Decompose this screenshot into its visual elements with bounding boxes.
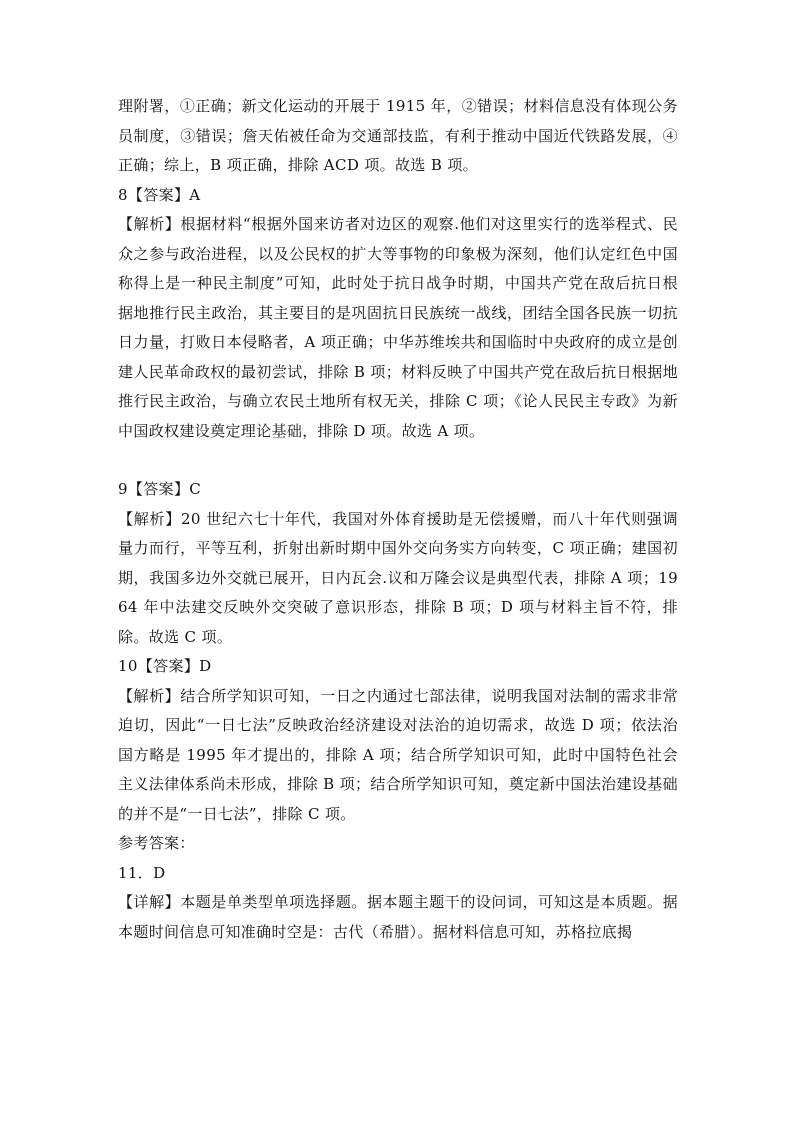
document-body (118, 92, 678, 947)
analysis-9: 【解析】20 世纪六七十年代，我国对外体育援助是无偿援赠，而八十年代则强调量力而行，平等互利，折射出新时期中国外交向务实方向转变，C 项正确；建国初期，我国多边外交就已展开，日内瓦会.议和万隆会议是典型代表，排除 A 项；1964 年中法建交反映外交突破了意识形态，排除 B 项；D 项与材料主旨不符，排除。故选 C 项。 (118, 509, 678, 646)
answer-10-heading: 10【答案】D (118, 657, 212, 675)
analysis-8: 【解析】根据材料“根据外国来访者对边区的观察.他们对这里实行的选举程式、民众之参与政治进程，以及公民权的扩大等事物的印象极为深刻，他们认定红色中国称得上是一种民主制度”可知，此时处于抗日战争时期，中国共产党在敌后抗日根据地推行民主政治，其主要目的是巩固抗日民族统一战线，团结全国各民族一切抗日力量，打败日本侵略者，A 项正确；中华苏维埃共和国临时中央政府的成立是创建人民革命政权的最初尝试，排除 B 项；材料反映了中国共产党在敌后抗日根据地推行民主政治，与确立农民土地所有权无关，排除 C 项；《论人民民主专政》为新中国政权建设奠定理论基础，排除 D 项。故选 A 项。 (118, 215, 678, 440)
answer-8-heading: 8【答案】A (118, 185, 201, 204)
reference-answers-heading: 参考答案： (118, 834, 195, 852)
explanation-11: 【详解】本题是单类型单项选择题。据本题主题干的设问词，可知这是本质题。据本题时间信息可知准确时空是：古代（希腊）。据材料信息可知，苏格拉底揭 (118, 893, 678, 941)
analysis-10: 【解析】结合所学知识可知，一日之内通过七部法律，说明我国对法制的需求非常迫切，因此“一日七法”反映政治经济建设对法治的迫切需求，故选 D 项；依法治国方略是 1995 年才提出的，排除 A 项；结合所学知识可知，此时中国特色社会主义法律体系尚未形成，排除 B 项；结合所学知识可知，奠定新中国法治建设基础的并不是“一日七法”，排除 C 项。 (118, 686, 678, 823)
answer-9-heading: 9【答案】C (118, 480, 202, 498)
paragraph-7-continuation: 理附署，①正确；新文化运动的开展于 1915 年，②错误；材料信息没有体现公务员制度，③错误；詹天佑被任命为交通部技监，有利于推动中国近代铁路发展，④正确；综上，B 项正确，排除 ACD 项。故选 B 项。 (118, 97, 678, 174)
answer-11-heading: 11．D (118, 863, 166, 882)
blank-line (118, 446, 678, 475)
